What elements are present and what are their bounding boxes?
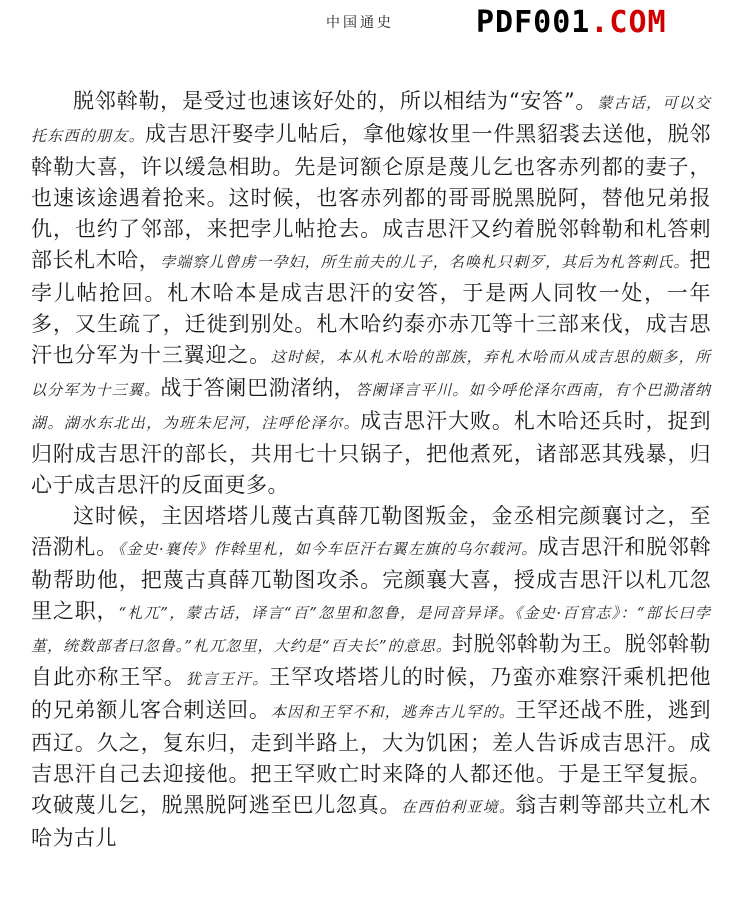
body-text-run: 翁吉剌等部共立札木哈为古儿 xyxy=(31,793,711,850)
inline-annotation: 蒙古话，可以交托东西的朋友。 xyxy=(31,94,711,145)
inline-annotation: 本因和王罕不和，逃奔古儿罕的。 xyxy=(270,703,516,721)
body-text xyxy=(31,86,711,854)
body-text-run: 封脱邻斡勒为王。脱邻斡勒自此亦称王罕。 xyxy=(31,632,711,689)
body-text-run: 成吉思汗大败。札木哈还兵时，捉到归附成吉思汗的部长，共用七十只锅子，把他煮死，诸部恶其残暴，归心于成吉思汗的反面更多。 xyxy=(31,409,711,497)
body-text-run: 成吉思汗和脱邻斡勒帮助他，把蔑古真薛兀勒图攻杀。完颜襄大喜，授成吉思汗以札兀忽里之职， xyxy=(31,535,711,623)
body-text-run: 这时候，主因塔塔儿蔑古真薛兀勒图叛金，金丞相完颜襄讨之，至浯泐札。 xyxy=(31,504,711,559)
watermark-main-text: PDF001 xyxy=(476,5,591,40)
body-paragraph xyxy=(31,501,711,854)
body-text-run: 王罕还战不胜，逃到西辽。久之，复东归，走到半路上，大为饥困；差人告诉成吉思汗。成吉思汗自己去迎接他。把王罕败亡时来降的人都还他。于是王罕复振。攻破蔑儿乞，脱黑脱阿逃至巴儿忽真。 xyxy=(31,698,712,817)
inline-annotation: 犹言王汗。 xyxy=(185,670,270,688)
body-text-run: 成吉思汗娶孛儿帖后，拿他嫁妆里一件黑貂裘去送他，脱邻斡勒大喜，许以缓急相助。先是诃额仑原是蔑儿乞也客赤列都的妻子，也速该途遇着抢来。这时候，也客赤列都的哥哥脱黑脱阿，替他兄弟报仇，也约了邻部，来把孛儿帖抢去。成吉思汗又约着脱邻斡勒和札答剌部长札木哈， xyxy=(31,122,711,272)
body-text-run: 战于答阑巴泐渚纳， xyxy=(160,376,356,400)
body-text-run: 把孛儿帖抢回。札木哈本是成吉思汗的安答，于是两人同牧一处，一年多，又生疏了，迁徙到别处。札木哈约泰亦赤兀等十三部来伐，成吉思汗也分军为十三翼迎之。 xyxy=(31,248,711,367)
watermark-accent-text: .COM xyxy=(590,5,667,40)
watermark-logo xyxy=(476,5,667,40)
body-text-run: 脱邻斡勒，是受过也速该好处的，所以相结为“安答”。 xyxy=(73,89,598,113)
inline-annotation: 《金史·襄传》作斡里札，如今车臣汗右翼左旗的乌尔载河。 xyxy=(117,540,538,558)
inline-annotation: 孛端察儿曾虏一孕妇，所生前夫的儿子，名唤札只剌歹，其后为札答剌氏。 xyxy=(160,253,690,271)
running-header: 中国通史 xyxy=(326,15,394,31)
body-paragraph xyxy=(31,86,711,501)
inline-annotation: “札兀”，蒙古话，译言“百”忽里和忽鲁，是同音异译。《金史·百官志》：“部长曰孛堇，统数部者曰忽鲁。”札兀忽里，大约是“百夫长”的意思。 xyxy=(31,604,711,655)
inline-annotation: 这时候，本从札木哈的部族，弃札木哈而从成吉思的颇多，所以分军为十三翼。 xyxy=(31,348,711,399)
body-text-run: 王罕攻塔塔儿的时候，乃蛮亦难察汗乘机把他的兄弟额儿客合剌送回。 xyxy=(31,665,712,722)
inline-annotation: 答阑译言平川。如今呼伦泽尔西南，有个巴泐渚纳湖。湖水东北出，为班朱尼河，注呼伦泽尔。 xyxy=(31,381,711,432)
inline-annotation: 在西伯利亚境。 xyxy=(401,798,516,816)
